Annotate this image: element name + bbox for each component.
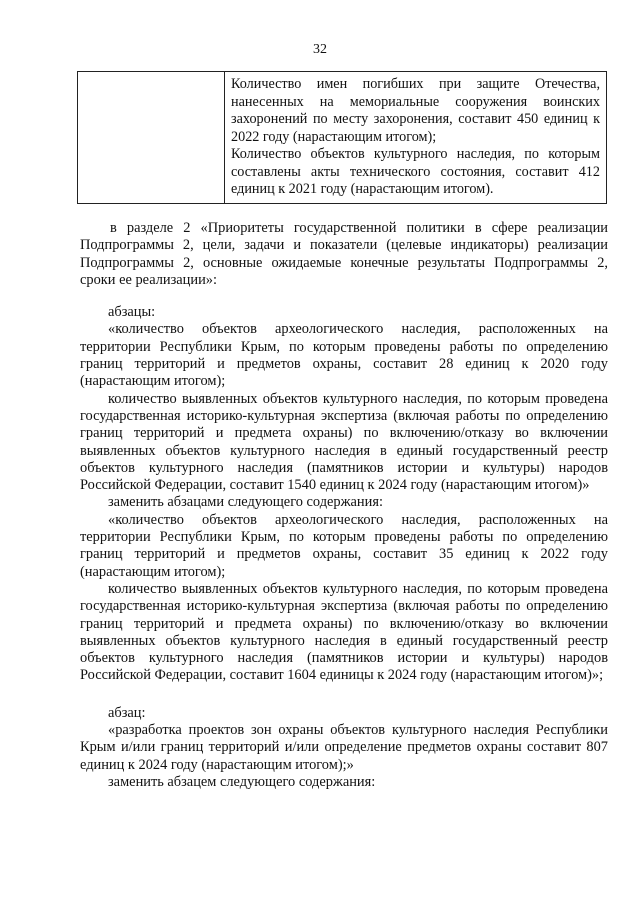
old-paragraph: «количество объектов археологического наследия, расположенных на территории Республики Крым, по которым проведены работы по определению границ территорий и предметов охраны, составит 28 единиц к 2020 году (нарастающим итогом); <box>80 321 608 390</box>
paragraph-label: абзац: <box>108 704 146 721</box>
intro-paragraph: в разделе 2 «Приоритеты государственной политики в сфере реализации Подпрограммы 2, цели, задачи и показатели (целевые индикаторы) реализации Подпрограммы 2, основные ожидаемые конечные результаты Подпрограммы 2, сроки ее реализации»: <box>80 220 608 288</box>
old-paragraph: количество выявленных объектов культурного наследия, по которым проведена государственная историко-культурная экспертиза (включая работы по определению границ территорий и предмета охраны) по включению/отказу во включении выявленных объектов культурного наследия в единый государственный реестр объектов культурного наследия (памятников истории и культуры) народов Российской Федерации, составит 1540 единиц к 2024 году (нарастающим итогом)» <box>80 390 608 494</box>
paragraphs-label: абзацы: <box>108 304 156 321</box>
table-cell-indicators <box>225 72 607 204</box>
indicator-text: Количество объектов культурного наследия, по которым составлены акты технического состояния, составит 412 единиц к 2021 году (нарастающим итогом). <box>231 146 600 197</box>
replace-instruction: заменить абзацем следующего содержания: <box>108 773 376 790</box>
indicator-table <box>77 71 607 204</box>
document-body <box>80 220 608 791</box>
new-paragraph: «количество объектов археологического наследия, расположенных на территории Республики Крым, по которым проведены работы по определению границ территорий и предметов охраны, составит 35 единиц к 2022 году (нарастающим итогом); <box>80 511 608 580</box>
indicator-text: Количество имен погибших при защите Отечества, нанесенных на мемориальные сооружения воинских захоронений по месту захоронения, составит 450 единиц к 2022 году (нарастающим итогом); <box>231 76 600 145</box>
table-row <box>78 72 607 204</box>
old-paragraph: «разработка проектов зон охраны объектов культурного наследия Республики Крым и/или границ территорий и/или определение предметов охраны составит 807 единиц к 2024 году (нарастающим итогом);» <box>80 722 608 773</box>
replace-instruction: заменить абзацами следующего содержания: <box>108 494 383 511</box>
new-paragraph: количество выявленных объектов культурного наследия, по которым проведена государственная историко-культурная экспертиза (включая работы по определению границ территорий и предмета охраны) по включению/отказу во включении выявленных объектов культурного наследия в единый государственный реестр объектов культурного наследия (памятников истории и культуры) народов Российской Федерации, составит 1604 единицы к 2024 году (нарастающим итогом)»; <box>80 580 608 684</box>
page-number: 32 <box>313 42 327 57</box>
table-cell-empty <box>78 72 225 204</box>
